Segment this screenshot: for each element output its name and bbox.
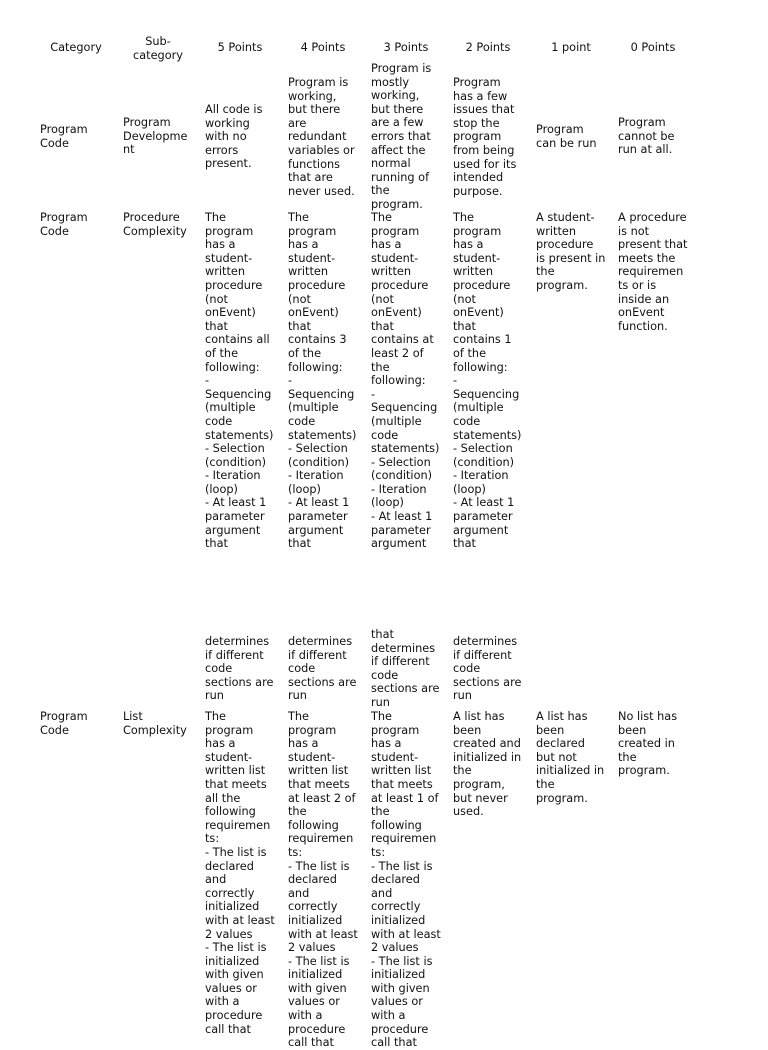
row1-5-points: All code is working with no errors present. — [205, 103, 263, 171]
row2-category: Program Code — [40, 211, 88, 238]
row1-4-points: Program is working, but there are redundant variables or functions that are never used. — [288, 76, 355, 198]
row3-category: Program Code — [40, 710, 88, 737]
row1-0-points: Program cannot be run at all. — [618, 116, 675, 157]
header-2-points: 2 Points — [465, 41, 511, 54]
row2-3-points: The program has a student- written procedure (not onEvent) that contains at least 2 of the following: - Sequencing (multiple code statements) - Selection (condition) - Iteration (loop) - At least 1 parameter argument — [371, 211, 440, 551]
row3-subcategory: List Complexity — [123, 710, 187, 737]
row2-subcategory: Procedure Complexity — [123, 211, 187, 238]
row2-cont-3-points: that determines if different code sections are run — [371, 628, 440, 709]
row2-0-points: A procedure is not present that meets the requiremen ts or is inside an onEvent function. — [618, 211, 688, 333]
row3-4-points: The program has a student- written list that meets at least 2 of the following requiremen ts: - The list is declared and correctly initialized with at least 2 values - The list is initialized with given values or with a procedure call that — [288, 710, 358, 1050]
row2-2-points: The program has a student- written procedure (not onEvent) that contains 1 of the following: - Sequencing (multiple code statements) - Selection (condition) - Iteration (loop) - At least 1 parameter argument that — [453, 211, 522, 551]
row2-5-points: The program has a student- written procedure (not onEvent) that contains all of the following: - Sequencing (multiple code statements) - Selection (condition) - Iteration (loop) - At least 1 parameter argument that — [205, 211, 274, 551]
row2-cont-5-points: determines if different code sections are run — [205, 635, 274, 703]
header-1-point: 1 point — [551, 41, 591, 54]
row3-5-points: The program has a student- written list that meets all the following requiremen ts: - The list is declared and correctly initialized with at least 2 values - The list is initialized with given values or with a procedure call that — [205, 710, 275, 1036]
header-5-points: 5 Points — [217, 41, 263, 54]
row2-cont-4-points: determines if different code sections are run — [288, 635, 357, 703]
header-subcategory: Sub- category — [133, 35, 183, 62]
row3-0-points: No list has been created in the program. — [618, 710, 678, 778]
header-3-points: 3 Points — [383, 41, 429, 54]
row1-category: Program Code — [40, 123, 88, 150]
row2-4-points: The program has a student- written procedure (not onEvent) that contains 3 of the following: - Sequencing (multiple code statements) - Selection (condition) - Iteration (loop) - At least 1 parameter argument that — [288, 211, 357, 551]
header-category: Category — [50, 41, 102, 54]
row2-cont-2-points: determines if different code sections are run — [453, 635, 522, 703]
row2-1-point: A student- written procedure is present in the program. — [536, 211, 606, 292]
row1-1-point: Program can be run — [536, 123, 597, 150]
row1-subcategory: Program Developme nt — [123, 116, 188, 157]
row1-3-points: Program is mostly working, but there are a few errors that affect the normal running of the program. — [371, 62, 432, 211]
row3-2-points: A list has been created and initialized in the program, but never used. — [453, 710, 522, 819]
row3-1-point: A list has been declared but not initialized in the program. — [536, 710, 605, 805]
row3-3-points: The program has a student- written list that meets at least 1 of the following requiremen ts: - The list is declared and correctly initialized with at least 2 values - The list is initialized with given values or with a procedure call that — [371, 710, 441, 1050]
row1-2-points: Program has a few issues that stop the program from being used for its intended purpose. — [453, 76, 517, 198]
header-4-points: 4 Points — [300, 41, 346, 54]
header-0-points: 0 Points — [630, 41, 676, 54]
